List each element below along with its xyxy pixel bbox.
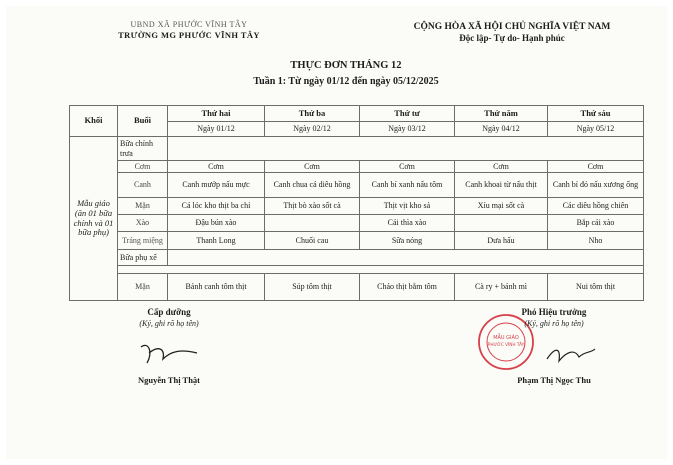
dish-cell: Nui tôm thịt [548, 274, 644, 301]
dish-cell: Cơm [265, 161, 360, 173]
day-header: Thứ hai [168, 106, 265, 122]
dish-cell: Cải thìa xào [360, 215, 455, 232]
dish-cell: Đậu bún xào [168, 215, 265, 232]
section-snack-spacer [168, 250, 644, 266]
section-snack-label: Bữa phụ xế [118, 250, 168, 266]
header-nation: CỘNG HÒA XÃ HỘI CHỦ NGHĨA VIỆT NAM [413, 22, 611, 32]
dish-cell: Nho [548, 232, 644, 250]
dish-cell: Cơm [455, 161, 548, 173]
signature-cook-name: Nguyễn Thị Thật [137, 375, 201, 385]
khoi-label: Mẫu giáo (ăn 01 bữa chính và 01 bữa phụ) [70, 137, 118, 301]
day-header: Thứ tư [360, 106, 455, 122]
signature-cook-note: (Ký, ghi rõ họ tên) [139, 319, 199, 328]
dish-cell: Cơm [548, 161, 644, 173]
buoi-cell: Tráng miệng [118, 232, 168, 250]
header-right [384, 22, 640, 43]
handwritten-signature-right [543, 341, 599, 367]
page-subtitle: Tuần 1: Từ ngày 01/12 đến ngày 05/12/2025 [253, 76, 439, 87]
col-header-khoi: Khối [70, 106, 118, 137]
buoi-cell: Cơm [118, 161, 168, 173]
document-page [6, 6, 667, 459]
signature-vp-note: (Ký, ghi rõ họ tên) [524, 319, 584, 328]
date-cell: Ngày 04/12 [455, 122, 548, 137]
dish-cell: Canh mướp nấu mực [168, 173, 265, 198]
spacer-row [118, 266, 644, 274]
header-left [104, 20, 274, 40]
table-row [70, 232, 644, 250]
day-header: Thứ năm [455, 106, 548, 122]
dish-cell: Bắp cải xào [548, 215, 644, 232]
section-main-spacer [168, 137, 644, 161]
signature-cook [109, 307, 229, 385]
handwritten-signature-left [135, 339, 205, 369]
dish-cell: Sữa nóng [360, 232, 455, 250]
dish-cell: Dưa hấu [455, 232, 548, 250]
table-row [70, 198, 644, 215]
dish-cell [455, 215, 548, 232]
dish-cell: Súp tôm thịt [265, 274, 360, 301]
dish-cell: Canh khoai từ nấu thịt [455, 173, 548, 198]
section-main-label: Bữa chính trưa [118, 137, 168, 161]
svg-text:MẪU GIÁO: MẪU GIÁO [493, 335, 519, 341]
buoi-cell: Xào [118, 215, 168, 232]
dish-cell: Cà ry + bánh mì [455, 274, 548, 301]
buoi-cell: Mặn [118, 274, 168, 301]
dish-cell: Xíu mại sốt cà [455, 198, 548, 215]
signature-cook-title: Cấp dưỡng [147, 307, 191, 317]
table-row [70, 215, 644, 232]
date-cell: Ngày 05/12 [548, 122, 644, 137]
table-row [70, 173, 644, 198]
page-title: THỰC ĐƠN THÁNG 12 [290, 60, 402, 71]
dish-cell: Chuối cau [265, 232, 360, 250]
day-header: Thứ sáu [548, 106, 644, 122]
table-row [70, 161, 644, 173]
dish-cell: Thanh Long [168, 232, 265, 250]
buoi-cell: Mặn [118, 198, 168, 215]
date-cell: Ngày 01/12 [168, 122, 265, 137]
dish-cell [265, 215, 360, 232]
signature-vp-name: Phạm Thị Ngọc Thu [517, 375, 591, 385]
dish-cell: Cơm [360, 161, 455, 173]
date-cell: Ngày 03/12 [360, 122, 455, 137]
dish-cell: Các diêu hồng chiên [548, 198, 644, 215]
day-header: Thứ ba [265, 106, 360, 122]
dish-cell: Cháo thịt bằm tôm [360, 274, 455, 301]
col-header-buoi: Buổi [118, 106, 168, 137]
svg-text:PHƯỚC VĨNH TÂY: PHƯỚC VĨNH TÂY [487, 342, 525, 347]
dish-cell: Canh bí đỏ nấu xương ống [548, 173, 644, 198]
table-row [70, 274, 644, 301]
header-school: TRƯỜNG MG PHƯỚC VĨNH TÂY [118, 30, 260, 40]
dish-cell: Cá lóc kho thịt ba chỉ [168, 198, 265, 215]
header-authority: UBND XÃ PHƯỚC VĨNH TÂY [130, 20, 248, 29]
dish-cell: Canh chua cá diêu hồng [265, 173, 360, 198]
date-cell: Ngày 02/12 [265, 122, 360, 137]
dish-cell: Bánh canh tôm thịt [168, 274, 265, 301]
dish-cell: Canh bí xanh nấu tôm [360, 173, 455, 198]
header-motto: Độc lập- Tự do- Hạnh phúc [459, 33, 565, 43]
buoi-cell: Canh [118, 173, 168, 198]
signature-vp-title: Phó Hiệu trưởng [521, 307, 587, 317]
menu-table [69, 105, 644, 301]
dish-cell: Thịt bò xào sốt cà [265, 198, 360, 215]
dish-cell: Cơm [168, 161, 265, 173]
dish-cell: Thịt vịt kho sả [360, 198, 455, 215]
